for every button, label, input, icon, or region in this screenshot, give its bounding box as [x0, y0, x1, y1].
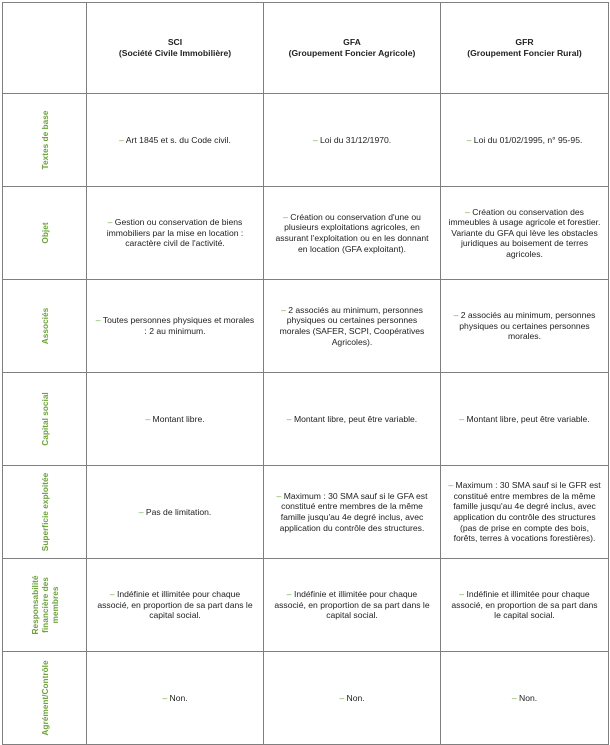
column-header-gfr: GFR (Groupement Foncier Rural): [441, 3, 609, 94]
table-row: [3, 466, 609, 559]
cell-gfa: – Non.: [264, 652, 441, 745]
cell-gfa: – Maximum : 30 SMA sauf si le GFA est constitué entre membres de la même famille jusqu'au 4e degré inclus, avec application du contrôle des structures.: [264, 466, 441, 559]
cell-sci: – Toutes personnes physiques et morales : 2 au minimum.: [87, 280, 264, 373]
header-row: [3, 3, 609, 94]
cell-sci: – Art 1845 et s. du Code civil.: [87, 94, 264, 187]
cell-gfr: – Indéfinie et illimitée pour chaque associé, en proportion de sa part dans le capital social.: [441, 559, 609, 652]
cell-gfr: – Loi du 01/02/1995, n° 95-95.: [441, 94, 609, 187]
comparison-table: [2, 2, 609, 745]
table-row: [3, 373, 609, 466]
column-header-gfa: GFA (Groupement Foncier Agricole): [264, 3, 441, 94]
cell-gfr: – Non.: [441, 652, 609, 745]
cell-gfa: – Loi du 31/12/1970.: [264, 94, 441, 187]
cell-sci: – Non.: [87, 652, 264, 745]
cell-gfr: – Maximum : 30 SMA sauf si le GFR est constitué entre membres de la même famille jusqu'au 4e degré inclus, avec application du contrôle des structures (pas de prise en compte des bois, forêts, terres à vocations forestières).: [441, 466, 609, 559]
cell-sci: – Montant libre.: [87, 373, 264, 466]
cell-gfr: – 2 associés au minimum, personnes physiques ou certaines personnes morales.: [441, 280, 609, 373]
table-row: [3, 280, 609, 373]
row-label-superficie-exploitee: Superficie exploitée: [3, 466, 87, 559]
row-label-associes: Associés: [3, 280, 87, 373]
cell-gfr: – Création ou conservation des immeubles à usage agricole et forestier. Variante du GFA qui lève les obstacles juridiques au boisement de terres agricoles.: [441, 187, 609, 280]
column-header-sci: SCI (Société Civile Immobilière): [87, 3, 264, 94]
cell-sci: – Indéfinie et illimitée pour chaque associé, en proportion de sa part dans le capital social.: [87, 559, 264, 652]
cell-sci: – Gestion ou conservation de biens immobiliers par la mise en location : caractère civil de l'activité.: [87, 187, 264, 280]
row-label-agrement-controle: Agrément/Contrôle: [3, 652, 87, 745]
table-row: [3, 652, 609, 745]
table-row: [3, 559, 609, 652]
corner-cell: [3, 3, 87, 94]
row-label-objet: Objet: [3, 187, 87, 280]
cell-sci: – Pas de limitation.: [87, 466, 264, 559]
table-row: [3, 94, 609, 187]
cell-gfa: – Montant libre, peut être variable.: [264, 373, 441, 466]
row-label-responsabilite: Responsabilité financière des membres: [3, 559, 87, 652]
cell-gfr: – Montant libre, peut être variable.: [441, 373, 609, 466]
row-label-textes-de-base: Textes de base: [3, 94, 87, 187]
cell-gfa: – 2 associés au minimum, personnes physiques ou certaines personnes morales (SAFER, SCPI, Coopératives Agricoles).: [264, 280, 441, 373]
table-row: [3, 187, 609, 280]
row-label-capital-social: Capital social: [3, 373, 87, 466]
cell-gfa: – Création ou conservation d'une ou plusieurs exploitations agricoles, en assurant l'exploitation ou en les donnant en location (GFA exploitant).: [264, 187, 441, 280]
cell-gfa: – Indéfinie et illimitée pour chaque associé, en proportion de sa part dans le capital social.: [264, 559, 441, 652]
